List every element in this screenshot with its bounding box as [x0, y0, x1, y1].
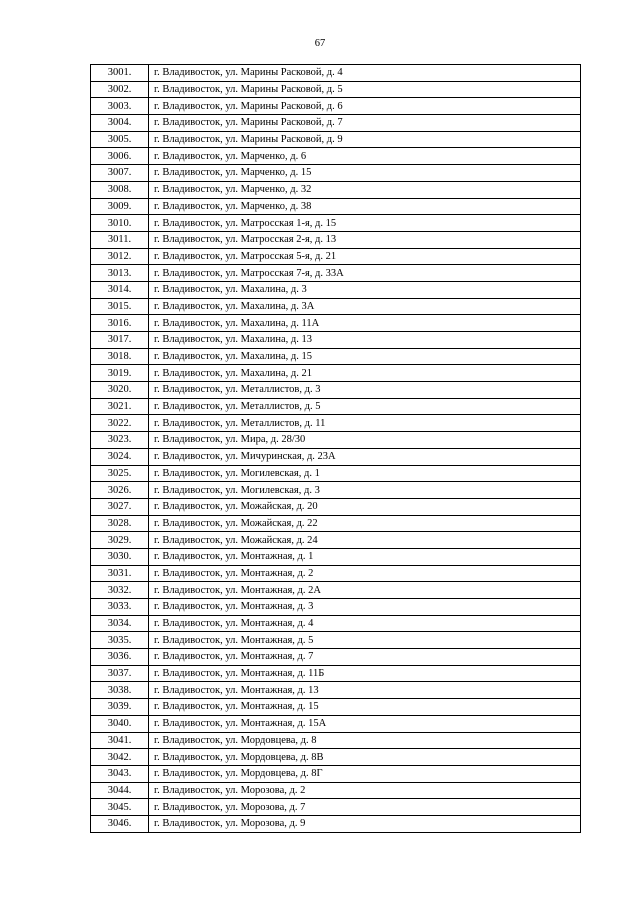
table-row: [91, 181, 581, 198]
address-cell: г. Владивосток, ул. Марины Расковой, д. 5: [149, 81, 581, 98]
table-row: [91, 548, 581, 565]
table-row: [91, 599, 581, 616]
row-number-cell: 3031.: [91, 565, 149, 582]
address-cell: г. Владивосток, ул. Марины Расковой, д. 6: [149, 98, 581, 115]
table-row: [91, 632, 581, 649]
address-cell: г. Владивосток, ул. Монтажная, д. 11Б: [149, 665, 581, 682]
table-row: [91, 482, 581, 499]
address-cell: г. Владивосток, ул. Монтажная, д. 3: [149, 599, 581, 616]
row-number-cell: 3012.: [91, 248, 149, 265]
address-cell: г. Владивосток, ул. Мордовцева, д. 8: [149, 732, 581, 749]
table-row: [91, 665, 581, 682]
address-cell: г. Владивосток, ул. Марины Расковой, д. 4: [149, 65, 581, 82]
address-cell: г. Владивосток, ул. Монтажная, д. 1: [149, 548, 581, 565]
row-number-cell: 3029.: [91, 532, 149, 549]
address-cell: г. Владивосток, ул. Монтажная, д. 15: [149, 699, 581, 716]
table-row: [91, 148, 581, 165]
address-cell: г. Владивосток, ул. Марины Расковой, д. 7: [149, 115, 581, 132]
address-cell: г. Владивосток, ул. Монтажная, д. 13: [149, 682, 581, 699]
table-row: [91, 315, 581, 332]
table-row: [91, 515, 581, 532]
row-number-cell: 3011.: [91, 231, 149, 248]
table-row: [91, 198, 581, 215]
address-cell: г. Владивосток, ул. Матросская 2-я, д. 13: [149, 231, 581, 248]
row-number-cell: 3036.: [91, 649, 149, 666]
table-row: [91, 615, 581, 632]
table-row: [91, 682, 581, 699]
row-number-cell: 3043.: [91, 765, 149, 782]
page-number: 67: [314, 38, 326, 49]
address-cell: г. Владивосток, ул. Металлистов, д. 5: [149, 398, 581, 415]
address-cell: г. Владивосток, ул. Махалина, д. 11А: [149, 315, 581, 332]
address-cell: г. Владивосток, ул. Могилевская, д. 3: [149, 482, 581, 499]
row-number-cell: 3040.: [91, 715, 149, 732]
table-row: [91, 498, 581, 515]
address-cell: г. Владивосток, ул. Монтажная, д. 7: [149, 649, 581, 666]
table-row: [91, 782, 581, 799]
row-number-cell: 3006.: [91, 148, 149, 165]
table-row: [91, 298, 581, 315]
address-cell: г. Владивосток, ул. Махалина, д. 3А: [149, 298, 581, 315]
table-row: [91, 98, 581, 115]
address-cell: г. Владивосток, ул. Можайская, д. 22: [149, 515, 581, 532]
table-row: [91, 165, 581, 182]
row-number-cell: 3027.: [91, 498, 149, 515]
row-number-cell: 3037.: [91, 665, 149, 682]
row-number-cell: 3018.: [91, 348, 149, 365]
table-row: [91, 265, 581, 282]
table-row: [91, 799, 581, 816]
address-cell: г. Владивосток, ул. Монтажная, д. 2А: [149, 582, 581, 599]
row-number-cell: 3003.: [91, 98, 149, 115]
table-row: [91, 532, 581, 549]
address-cell: г. Владивосток, ул. Марины Расковой, д. 9: [149, 131, 581, 148]
table-row: [91, 115, 581, 132]
row-number-cell: 3013.: [91, 265, 149, 282]
table-row: [91, 715, 581, 732]
table-row: [91, 565, 581, 582]
address-cell: г. Владивосток, ул. Матросская 5-я, д. 21: [149, 248, 581, 265]
row-number-cell: 3032.: [91, 582, 149, 599]
row-number-cell: 3045.: [91, 799, 149, 816]
table-row: [91, 432, 581, 449]
row-number-cell: 3030.: [91, 548, 149, 565]
address-cell: г. Владивосток, ул. Металлистов, д. 3: [149, 382, 581, 399]
row-number-cell: 3008.: [91, 181, 149, 198]
row-number-cell: 3046.: [91, 815, 149, 832]
row-number-cell: 3023.: [91, 432, 149, 449]
table-row: [91, 365, 581, 382]
row-number-cell: 3019.: [91, 365, 149, 382]
row-number-cell: 3038.: [91, 682, 149, 699]
address-cell: г. Владивосток, ул. Монтажная, д. 4: [149, 615, 581, 632]
table-row: [91, 448, 581, 465]
row-number-cell: 3009.: [91, 198, 149, 215]
row-number-cell: 3001.: [91, 65, 149, 82]
table-row: [91, 749, 581, 766]
table-row: [91, 382, 581, 399]
address-cell: г. Владивосток, ул. Мира, д. 28/30: [149, 432, 581, 449]
row-number-cell: 3021.: [91, 398, 149, 415]
address-cell: г. Владивосток, ул. Морозова, д. 9: [149, 815, 581, 832]
row-number-cell: 3028.: [91, 515, 149, 532]
row-number-cell: 3016.: [91, 315, 149, 332]
table-row: [91, 248, 581, 265]
address-cell: г. Владивосток, ул. Мордовцева, д. 8Г: [149, 765, 581, 782]
address-table: [90, 64, 581, 833]
table-row: [91, 415, 581, 432]
table-row: [91, 582, 581, 599]
address-cell: г. Владивосток, ул. Монтажная, д. 5: [149, 632, 581, 649]
table-row: [91, 131, 581, 148]
row-number-cell: 3010.: [91, 215, 149, 232]
row-number-cell: 3002.: [91, 81, 149, 98]
row-number-cell: 3035.: [91, 632, 149, 649]
row-number-cell: 3025.: [91, 465, 149, 482]
address-cell: г. Владивосток, ул. Мордовцева, д. 8В: [149, 749, 581, 766]
row-number-cell: 3026.: [91, 482, 149, 499]
address-cell: г. Владивосток, ул. Морозова, д. 2: [149, 782, 581, 799]
table-row: [91, 215, 581, 232]
table-row: [91, 699, 581, 716]
row-number-cell: 3017.: [91, 332, 149, 349]
row-number-cell: 3004.: [91, 115, 149, 132]
row-number-cell: 3015.: [91, 298, 149, 315]
address-cell: г. Владивосток, ул. Махалина, д. 13: [149, 332, 581, 349]
address-cell: г. Владивосток, ул. Махалина, д. 21: [149, 365, 581, 382]
table-row: [91, 81, 581, 98]
address-cell: г. Владивосток, ул. Марченко, д. 6: [149, 148, 581, 165]
row-number-cell: 3039.: [91, 699, 149, 716]
table-row: [91, 332, 581, 349]
table-row: [91, 465, 581, 482]
table-row: [91, 732, 581, 749]
address-cell: г. Владивосток, ул. Махалина, д. 3: [149, 281, 581, 298]
row-number-cell: 3024.: [91, 448, 149, 465]
row-number-cell: 3014.: [91, 281, 149, 298]
address-cell: г. Владивосток, ул. Монтажная, д. 2: [149, 565, 581, 582]
address-cell: г. Владивосток, ул. Монтажная, д. 15А: [149, 715, 581, 732]
row-number-cell: 3033.: [91, 599, 149, 616]
table-row: [91, 815, 581, 832]
address-cell: г. Владивосток, ул. Марченко, д. 32: [149, 181, 581, 198]
table-row: [91, 765, 581, 782]
address-cell: г. Владивосток, ул. Матросская 7-я, д. 33А: [149, 265, 581, 282]
address-cell: г. Владивосток, ул. Марченко, д. 15: [149, 165, 581, 182]
row-number-cell: 3044.: [91, 782, 149, 799]
table-row: [91, 398, 581, 415]
table-row: [91, 281, 581, 298]
row-number-cell: 3042.: [91, 749, 149, 766]
row-number-cell: 3007.: [91, 165, 149, 182]
row-number-cell: 3020.: [91, 382, 149, 399]
row-number-cell: 3022.: [91, 415, 149, 432]
table-row: [91, 231, 581, 248]
address-cell: г. Владивосток, ул. Матросская 1-я, д. 15: [149, 215, 581, 232]
table-row: [91, 649, 581, 666]
address-cell: г. Владивосток, ул. Можайская, д. 24: [149, 532, 581, 549]
row-number-cell: 3005.: [91, 131, 149, 148]
address-cell: г. Владивосток, ул. Можайская, д. 20: [149, 498, 581, 515]
table-row: [91, 65, 581, 82]
address-cell: г. Владивосток, ул. Мичуринская, д. 23А: [149, 448, 581, 465]
address-cell: г. Владивосток, ул. Металлистов, д. 11: [149, 415, 581, 432]
address-cell: г. Владивосток, ул. Морозова, д. 7: [149, 799, 581, 816]
address-cell: г. Владивосток, ул. Марченко, д. 38: [149, 198, 581, 215]
address-cell: г. Владивосток, ул. Махалина, д. 15: [149, 348, 581, 365]
row-number-cell: 3034.: [91, 615, 149, 632]
address-table-body: [91, 65, 581, 833]
address-cell: г. Владивосток, ул. Могилевская, д. 1: [149, 465, 581, 482]
row-number-cell: 3041.: [91, 732, 149, 749]
table-row: [91, 348, 581, 365]
